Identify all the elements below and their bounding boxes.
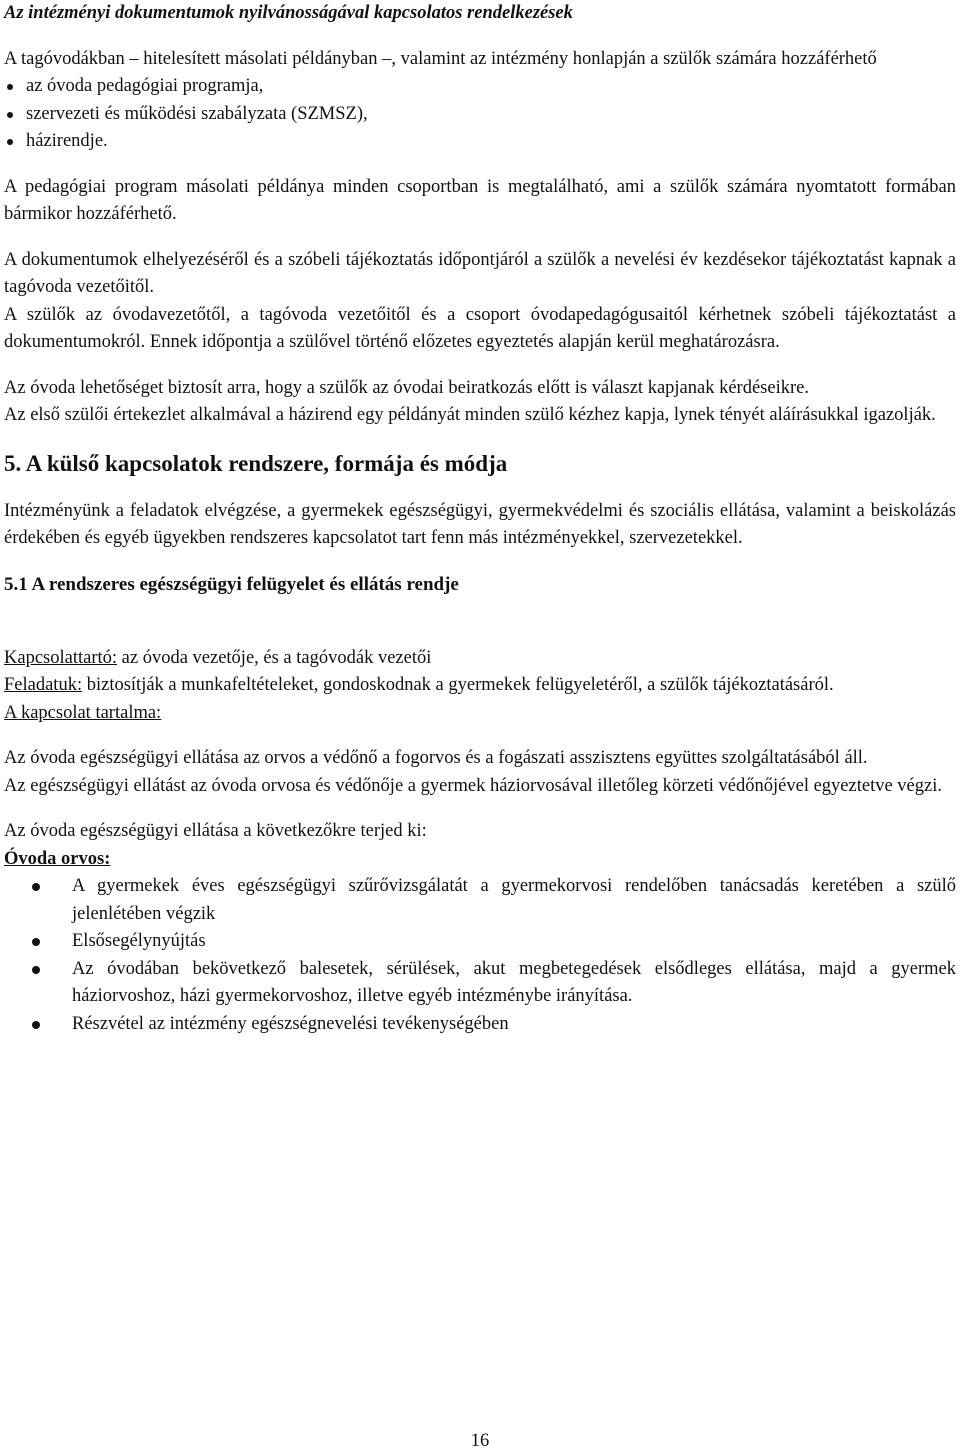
paragraph: A pedagógiai program másolati példánya minden csoportban is megtalálható, ami a szülők számára nyomtatott formában bármikor hozzáférhető. <box>4 176 956 224</box>
document-page <box>4 0 956 1038</box>
list-item: A gyermekek éves egészségügyi szűrővizsgálatát a gyermekorvosi rendelőben tanácsadás keretében a szülő jelenlétében végzik <box>72 873 956 928</box>
paragraph: Az óvoda lehetőséget biztosít arra, hogy a szülők az óvodai beiratkozás előtt is választ kapjanak kérdéseikre. <box>4 377 809 398</box>
paragraph: Intézményünk a feladatok elvégzése, a gyermekek egészségügyi, gyermekvédelmi és szociális ellátása, valamint a beiskolázás érdekében és egyéb ügyekben rendszeres kapcsolatot tart fenn más intézményekkel, szervezetekkel. <box>4 500 956 548</box>
page-number: 16 <box>470 1431 490 1451</box>
paragraph: A szülők az óvodavezetőtől, a tagóvoda vezetőitől és a csoport óvodapedagógusaitól kérhetnek szóbeli tájékoztatást a dokumentumokról. Ennek időpontja a szülővel történő előzetes egyeztetés alapján kerül meghatározásra. <box>4 304 956 352</box>
doctor-label: Óvoda orvos: <box>4 848 111 869</box>
tasks-line <box>4 672 956 700</box>
section-heading: Az intézményi dokumentumok nyilvánosságával kapcsolatos rendelkezések <box>4 3 573 23</box>
contact-text: az óvoda vezetője, és a tagóvodák vezetői <box>117 647 432 668</box>
list-item: házirendje. <box>26 128 956 156</box>
list-item: Az óvodában bekövetkező balesetek, sérülések, akut megbetegedések elsődleges ellátása, majd a gyermek háziorvoshoz, házi gyermekorvoshoz, illetve egyéb intézménybe irányítása. <box>72 956 956 1011</box>
paragraph: Az óvoda egészségügyi ellátása a következőkre terjed ki: <box>4 821 427 841</box>
paragraph: A dokumentumok elhelyezéséről és a szóbeli tájékoztatás időpontjáról a szülők a nevelési év kezdésekor tájékoztatást kapnak a tagóvoda vezetőitől. <box>4 249 956 297</box>
paragraph: Az első szülői értekezlet alkalmával a házirend egy példányát minden szülő kézhez kapja, lynek tényét aláírásukkal igazolják. <box>4 405 936 425</box>
contact-line <box>4 645 956 673</box>
contact-label: Kapcsolattartó: <box>4 647 118 668</box>
paragraph: Az egészségügyi ellátást az óvoda orvosa és védőnője a gyermek háziorvosával illetőleg körzeti védőnőjével egyeztetve végzi. <box>4 775 942 796</box>
content-label-line <box>4 700 956 728</box>
section-5-1-title: 5.1 A rendszeres egészségügyi felügyelet és ellátás rendje <box>4 573 459 595</box>
doctor-label-line <box>4 846 956 874</box>
list-item: Részvétel az intézmény egészségnevelési tevékenységében <box>72 1011 956 1039</box>
tasks-text: biztosítják a munkafeltételeket, gondoskodnak a gyermekek felügyeletéről, a szülők tájékoztatásáról. <box>82 675 834 695</box>
section-5-title: 5. A külső kapcsolatok rendszere, formája és módja <box>4 450 508 476</box>
intro-list <box>4 73 956 156</box>
paragraph: Az óvoda egészségügyi ellátása az orvos a védőnő a fogorvos és a fogászati asszisztens együttes szolgáltatásából áll. <box>4 748 868 768</box>
content-label: A kapcsolat tartalma: <box>4 702 162 723</box>
tasks-label: Feladatuk: <box>4 675 83 695</box>
doctor-list <box>4 873 956 1038</box>
list-item: szervezeti és működési szabályzata (SZMSZ), <box>26 101 956 129</box>
intro-paragraph: A tagóvodákban – hitelesített másolati példányban –, valamint az intézmény honlapján a szülők számára hozzáférhető <box>4 48 877 69</box>
list-item: az óvoda pedagógiai programja, <box>26 73 956 101</box>
list-item: Elsősegélynyújtás <box>72 928 956 956</box>
